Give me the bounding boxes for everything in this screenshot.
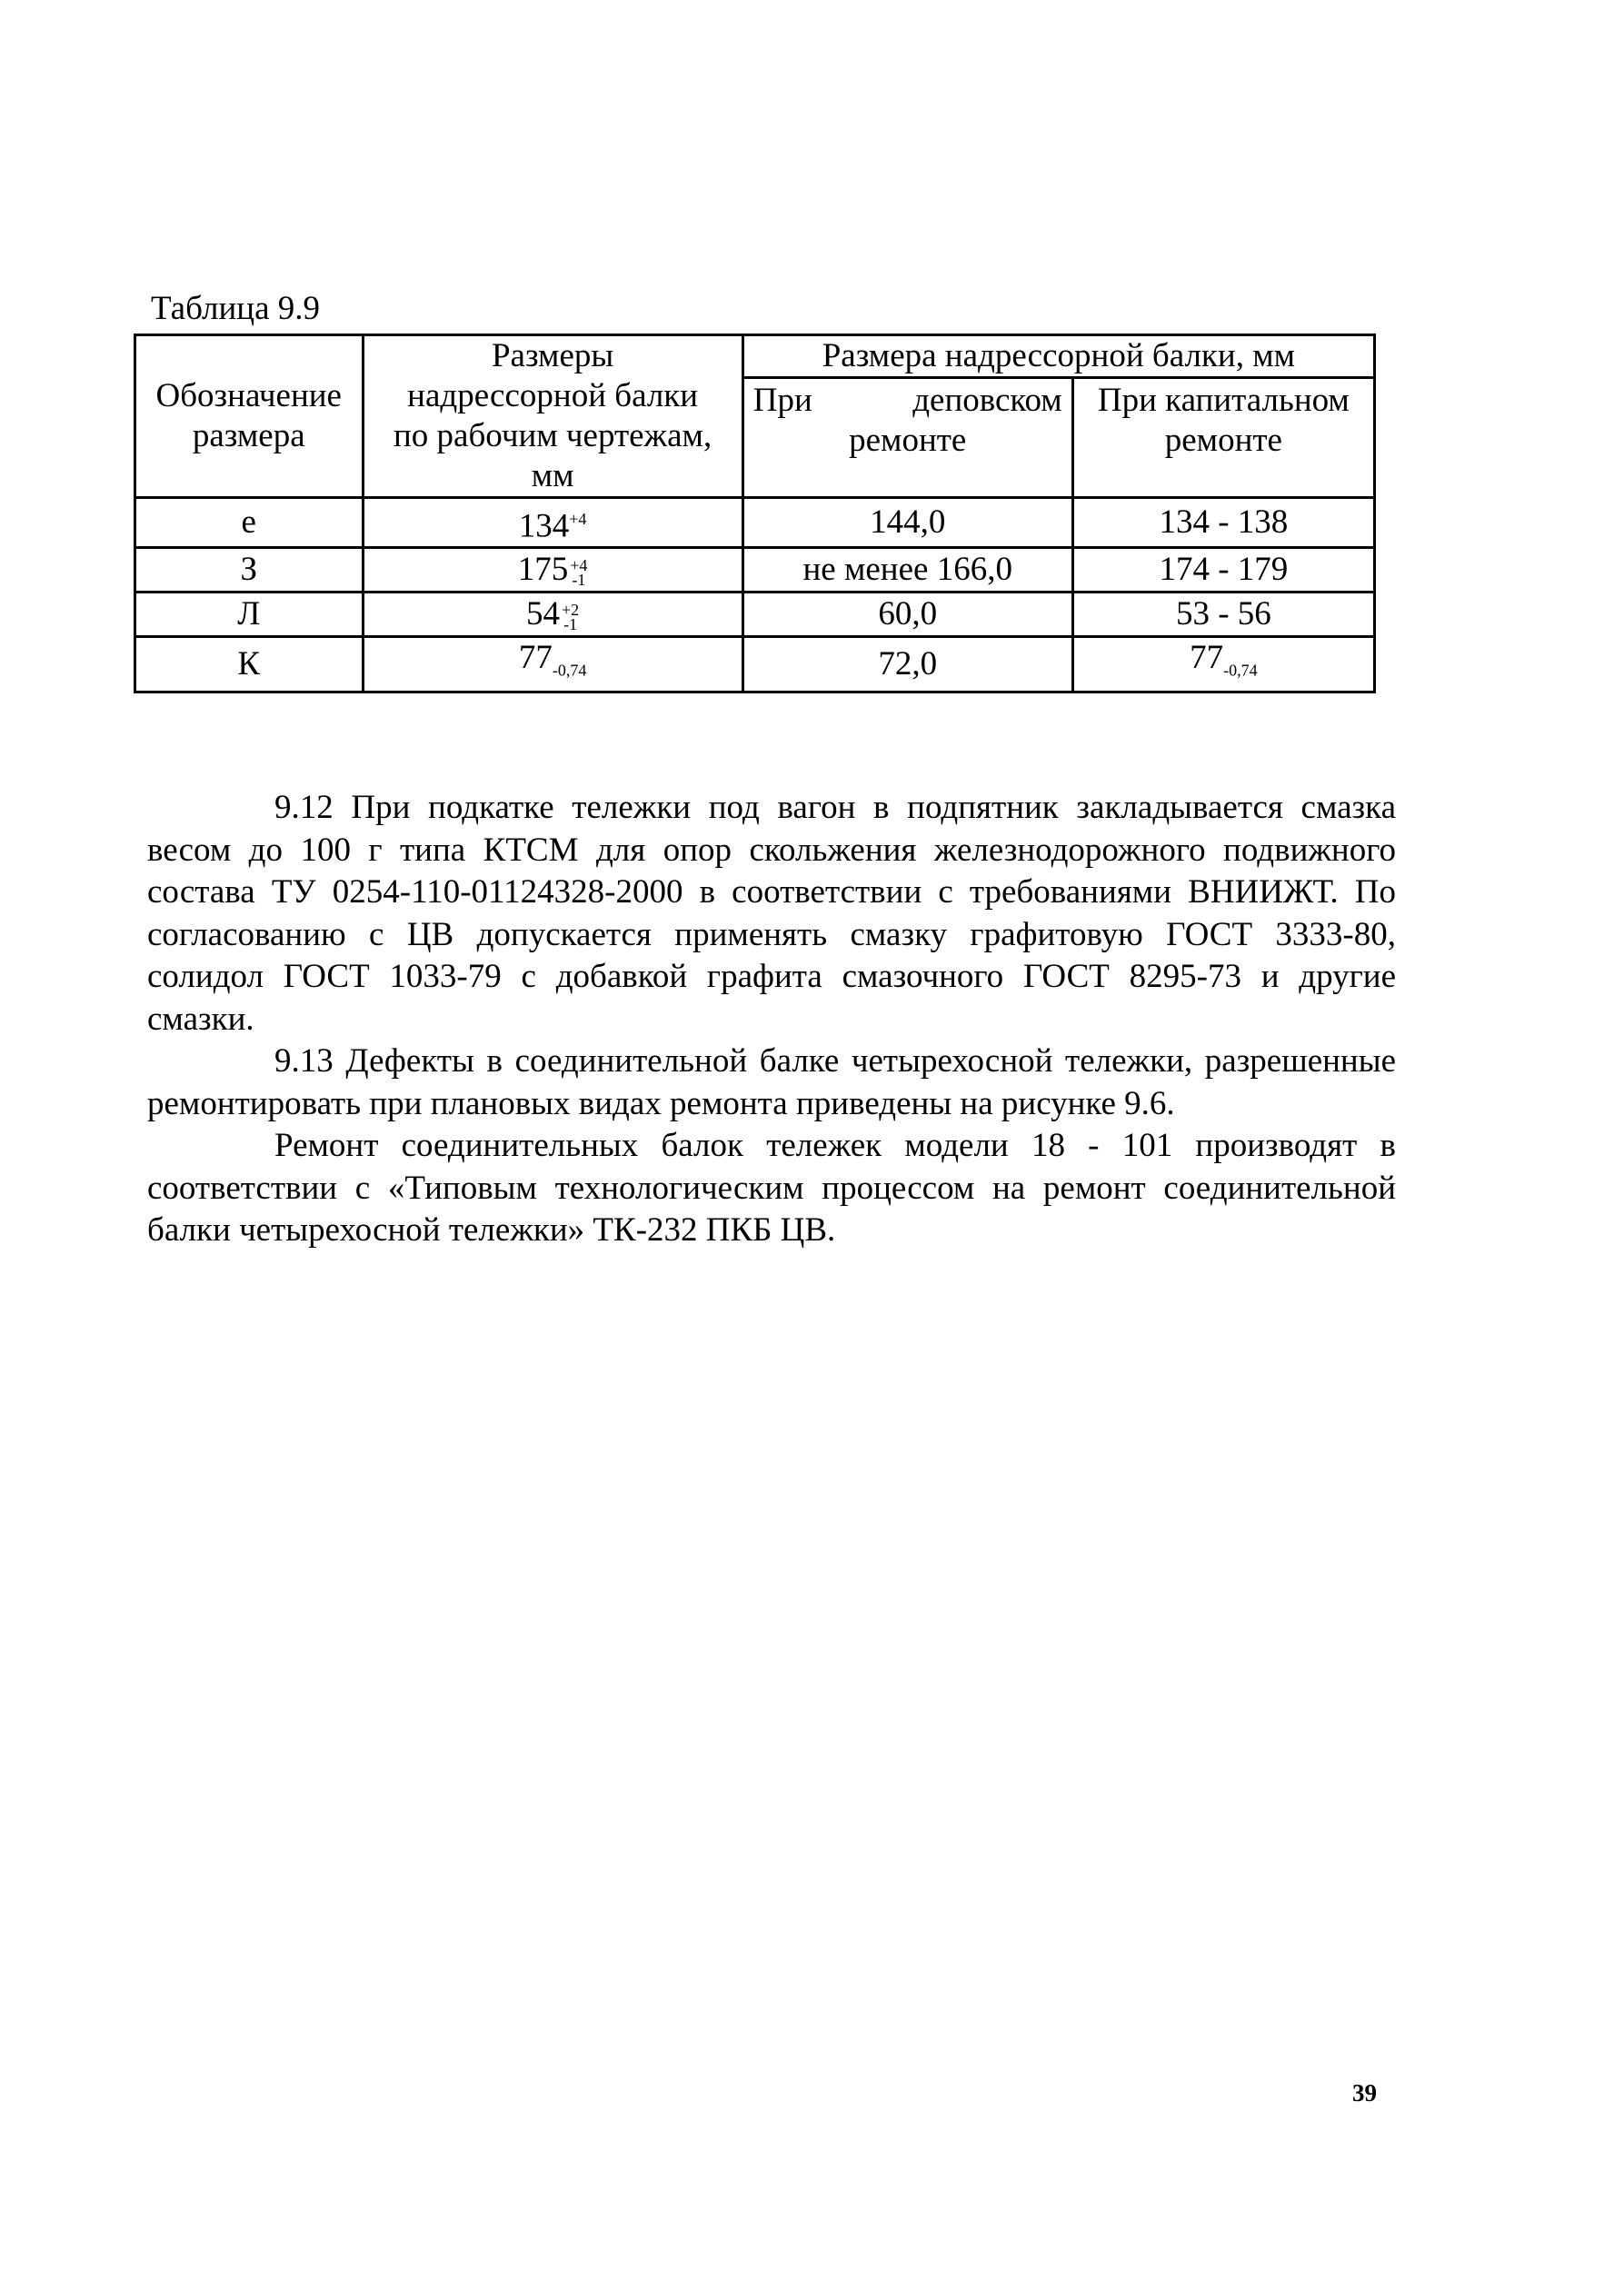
depot-cell: 72,0 [742,637,1072,692]
table-row [135,637,1375,692]
designation-cell: е [135,498,364,548]
drawing-size-cell: $77_{-0,74}$ [363,637,742,692]
header-depot: При деповском ремонте [742,378,1072,498]
designation-cell: З [135,548,364,593]
drawing-size-cell: 175 +4 -1 [363,548,742,593]
page-number: 39 [1352,2079,1377,2107]
capital-cell: $77_{-0,74}$ [1072,637,1374,692]
drawing-size-cell: $134^{+4}$ [363,498,742,548]
table-caption: Таблица 9.9 [151,290,320,327]
table-row [135,593,1375,637]
designation-cell: К [135,637,364,692]
capital-cell: 174 - 179 [1072,548,1374,593]
paragraph-9-13: 9.13 Дефекты в соединительной балке четырехосной тележки, разрешенные ремонтировать при плановых видах ремонта приведены на рисунке 9.6. [147,1042,1396,1122]
paragraph-repair: Ремонт соединительных балок тележек модели 18 - 101 производят в соответствии с «Типовым технологическим процессом на ремонт соединительной балки четырехосной тележки» ТК-232 ПКБ ЦВ. [147,1127,1396,1249]
designation-cell: Л [135,593,364,637]
depot-cell: не менее 166,0 [742,548,1072,593]
capital-cell: 53 - 56 [1072,593,1374,637]
dimensions-table [134,334,1376,693]
header-group: Размера надрессорной балки, мм [742,335,1374,378]
table-row [135,498,1375,548]
paragraph-9-12: 9.12 При подкатке тележки под вагон в подпятник закладывается смазка весом до 100 г типа КТСМ для опор скольжения железнодорожного подвижного состава ТУ 0254-110-01124328-2000 в соответствии с требованиями ВНИИЖТ. По согласованию с ЦВ допускается применять смазку графитовую ГОСТ 3333-80, солидол ГОСТ 1033-79 с добавкой графита смазочного ГОСТ 8295-73 и другие смазки. [147,789,1396,1038]
depot-cell: 144,0 [742,498,1072,548]
header-drawing-size: Размеры надрессорной балки по рабочим чертежам, мм [363,335,742,498]
drawing-size-cell: 54 +2 -1 [363,593,742,637]
header-capital: При капитальном ремонте [1072,378,1374,498]
depot-cell: 60,0 [742,593,1072,637]
header-designation: Обозначение размера [135,335,364,498]
capital-cell: 134 - 138 [1072,498,1374,548]
body-text [147,787,1396,1252]
table-row [135,548,1375,593]
